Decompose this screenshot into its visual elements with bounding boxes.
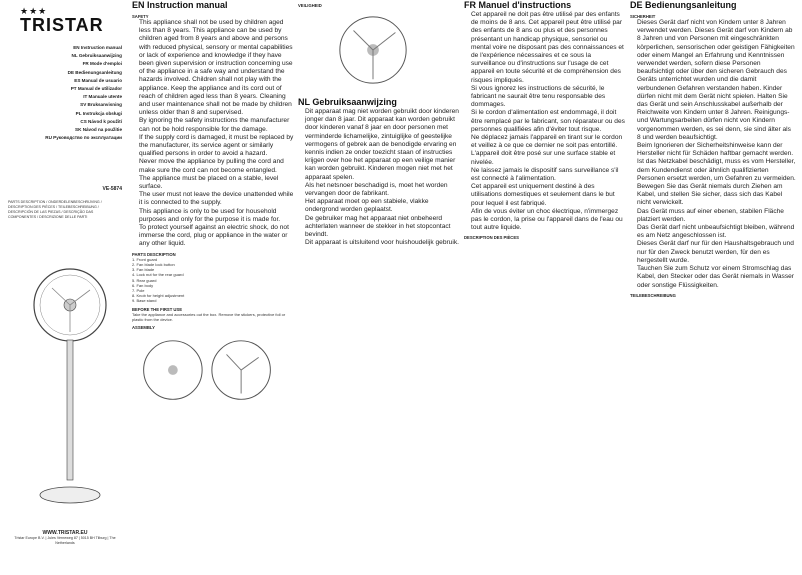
list-item: • Ne déplacez jamais l'appareil en tirant sur le cordon et veillez à ce que ce dernier ne soit pas entortillé.: [471, 134, 626, 150]
de-parts-heading: TEILEBESCHREIBUNG: [630, 292, 676, 298]
list-item: • Si vous ignorez les instructions de sécurité, le fabricant ne saurait être tenu responsable des dommages.: [471, 85, 626, 110]
language-item: IT Manuale utente: [83, 94, 122, 100]
de-column: [630, 0, 796, 575]
language-item: EN Instruction manual: [73, 45, 122, 50]
language-item: SK Návod na použitie: [75, 127, 122, 133]
fr-parts-heading: DESCRIPTION DES PIÈCES: [464, 235, 519, 241]
language-item: DE Bedienungsanleitung: [67, 69, 122, 75]
list-item: • If the supply cord is damaged, it must be replaced by the manufacturer, its service agent or similarly qualified persons in order to avoid a hazard.: [139, 134, 294, 159]
language-item: NL Gebruiksaanwijzing: [71, 53, 122, 59]
list-item: • De gebruiker mag het apparaat niet onbeheerd achterlaten wanneer de stekker in het stopcontact bevindt.: [305, 215, 460, 240]
language-index: [8, 44, 122, 142]
language-item: ES Manual de usuario: [74, 77, 122, 83]
en-safety-list: [132, 19, 294, 249]
en-part: 1. Front guard: [132, 256, 158, 262]
brand-name: TRISTAR: [20, 15, 104, 35]
de-title: DE Bedienungsanleitung: [630, 0, 737, 10]
language-item: FR Mode d'emploi: [82, 61, 122, 67]
brand-logo: [20, 6, 104, 34]
list-item: • Beim Ignorieren der Sicherheitshinweise kann der Hersteller nicht für Schäden haftbar gemacht werden.: [637, 142, 796, 158]
en-before-heading: BEFORE THE FIRST USE: [132, 306, 183, 312]
list-item: • Tauchen Sie zum Schutz vor einem Stromschlag das Kabel, den Stecker oder das Gerät niemals in Wasser oder sonstige Flüssigkeiten.: [637, 265, 796, 290]
list-item: • Ist das Netzkabel beschädigt, muss es vom Hersteller, dem Kundendienst oder ähnlich qualifizierten Personen ersetzt werden, um Gefahren zu vermeiden.: [637, 158, 796, 183]
list-item: • Cet appareil est uniquement destiné à des utilisations domestiques et seulement dans le but pour lequel il est fabriqué.: [471, 183, 626, 208]
company-address: Tristar Europe B.V. | Jules Verneweg 87 | 5015 BH Tilburg | The Netherlands: [14, 536, 116, 545]
nl-title: NL Gebruiksaanwijzing: [298, 97, 397, 107]
list-item: • This appliance shall not be used by children aged less than 8 years. This appliance can be used by children aged from 8 years and above and persons with reduced physical, sensory or mental capabilities or lack of experience and knowledge if they have been given supervision or instruction concerning use of the appliance in a safe way and understand the hazards involved. Children shall not play with the appliance. Keep the appliance and its cord out of reach of children aged less than 8 years. Cleaning and user maintenance shall not be made by children unless older than 8 and supervised.: [139, 19, 294, 117]
fan-head-illustration: [298, 11, 448, 89]
language-item: PL Instrukcja obsługi: [75, 110, 122, 116]
assembly-illustration: [132, 333, 282, 411]
en-part: 3. Fan blade: [132, 267, 155, 273]
fr-column: [464, 0, 626, 575]
model-number: VE-5874: [102, 186, 122, 192]
list-item: • Cet appareil ne doit pas être utilisé par des enfants de moins de 8 ans. Cet appareil peut être utilisé par des enfants de 8 ans ou plus et des personnes présentant un handicap physique, sensoriel ou mental voire ne disposant pas des connaissances et de l'expérience nécessaires et ce sous la surveillance ou d'instructions sur l'usage de cet appareil en toute sécurité et de compréhension des risques impliqués.: [471, 11, 626, 85]
cover-column: [8, 0, 128, 575]
language-item: CS Návod k použití: [80, 118, 122, 124]
list-item: • Afin de vous éviter un choc électrique, n'immergez pas le cordon, la prise ou l'appareil dans de l'eau ou tout autre liquide.: [471, 208, 626, 233]
en-assembly-heading: ASSEMBLY: [132, 324, 155, 330]
de-safety-list: [630, 19, 796, 290]
fan-illustration: [30, 260, 110, 510]
fr-title: FR Manuel d'instructions: [464, 0, 572, 10]
en-title: EN Instruction manual: [132, 0, 228, 10]
list-item: • Het apparaat moet op een stabiele, vlakke ondergrond worden geplaatst.: [305, 198, 460, 214]
list-item: • Bewegen Sie das Gerät niemals durch Ziehen am Kabel, und stellen Sie sicher, dass sich das Kabel nicht verwickelt.: [637, 183, 796, 208]
nl-heading: VEILIGHEID: [298, 3, 322, 8]
list-item: • Das Gerät darf nicht unbeaufsichtigt bleiben, während es am Netz angeschlossen ist.: [637, 224, 796, 240]
list-item: • Dieses Gerät darf nur für den Haushaltsgebrauch und nur für den Zweck benutzt werden, für den es hergestellt wurde.: [637, 240, 796, 265]
en-column: [132, 0, 294, 575]
nl-safety-list: [298, 108, 460, 247]
brand-stars: ★★★: [20, 6, 48, 16]
list-item: • Never move the appliance by pulling the cord and make sure the cord can not become entangled.: [139, 158, 294, 174]
list-item: • By ignoring the safety instructions the manufacturer can not be hold responsible for the damage.: [139, 117, 294, 133]
list-item: • The appliance must be placed on a stable, level surface.: [139, 175, 294, 191]
en-parts-heading: PARTS DESCRIPTION: [132, 251, 176, 257]
language-item: PT Manual de utilizador: [70, 86, 122, 92]
en-part: 6. Fan body: [132, 282, 154, 288]
en-before-text: Take the appliance and accessories out the box. Remove the stickers, protective foil or plastic from the device.: [132, 311, 286, 322]
list-item: • Si le cordon d'alimentation est endommagé, il doit être remplacé par le fabricant, son réparateur ou des personnes qualifiées afin d'éviter tout risque.: [471, 109, 626, 134]
website-link[interactable]: WWW.TRISTAR.EU: [42, 530, 88, 536]
footer: [8, 530, 122, 546]
nl-column: [298, 0, 460, 575]
list-item: • To protect yourself against an electric shock, do not immerse the cord, plug or appliance in the water or any other liquid.: [139, 224, 294, 249]
en-part: 2. Fan blade lock button: [132, 261, 175, 267]
fr-safety-list: [464, 11, 626, 232]
parts-description-multilang: PARTS DESCRIPTION / ONDERDELENBESCHRIJVING / DESCRIPTION DES PIÈCES / TEILEBESCHREIBUNG / DESCRIPCIÓN DE LAS PIEZAS / DESCRIÇÃO DAS COMPONENTES / DESCRIZIONE DELLE PARTI: [8, 200, 102, 219]
de-heading: SICHERHEIT: [630, 14, 656, 19]
language-item: RU Руководство по эксплуатации: [45, 135, 122, 141]
en-part: 5. Rear guard: [132, 277, 157, 283]
list-item: • This appliance is only to be used for household purposes and only for the purpose it is made for.: [139, 208, 294, 224]
list-item: • Als het netsnoer beschadigd is, moet het worden vervangen door de fabrikant.: [305, 182, 460, 198]
list-item: • Das Gerät muss auf einer ebenen, stabilen Fläche platziert werden.: [637, 208, 796, 224]
list-item: • Dieses Gerät darf nicht von Kindern unter 8 Jahren verwendet werden. Dieses Gerät darf von Kindern ab 8 Jahren und von Personen mit eingeschränkten körperlichen, sensorischen oder geistigen Fähigkeiten oder einem Mangel an Erfahrung und Kenntnissen verwendet werden, sofern diese Personen beaufsichtigt oder über den sicheren Gebrauch des Geräts unterrichtet wurden und die damit verbundenen Gefahren verstanden haben. Kinder dürfen nicht mit dem Gerät nicht spielen. Halten Sie das Gerät und sein Anschlusskabel außerhalb der Reichweite von Kindern unter 8 Jahren. Reinigungs- und Wartungsarbeiten dürfen nicht von Kindern vorgenommen werden, es sei denn, sie sind älter als 8 und werden beaufsichtigt.: [637, 19, 796, 142]
en-part: 8. Knob for height adjustment: [132, 293, 185, 299]
list-item: • Dit apparaat mag niet worden gebruikt door kinderen jonger dan 8 jaar. Dit apparaat kan worden gebruikt door kinderen vanaf 8 jaar en door personen met verminderde lichamelijke, zintuiglijke of geestelijke vermogens of gebrek aan de benodigde ervaring en kennis indien ze onder toezicht staan of instructies krijgen over hoe het apparaat op een veilige manier kan worden gebruikt. Kinderen mogen niet met het apparaat spelen.: [305, 108, 460, 182]
list-item: • Dit apparaat is uitsluitend voor huishoudelijk gebruik.: [305, 239, 460, 247]
list-item: • Ne laissez jamais le dispositif sans surveillance s'il est connecté à l'alimentation.: [471, 167, 626, 183]
en-part: 4. Lock nut for the rear guard: [132, 272, 184, 278]
list-item: • The user must not leave the device unattended while it is connected to the supply.: [139, 191, 294, 207]
en-part: 7. Pole: [132, 287, 145, 293]
list-item: • L'appareil doit être posé sur une surface stable et nivelée.: [471, 150, 626, 166]
en-part: 9. Base stand: [132, 298, 157, 304]
en-safety-heading: SAFETY: [132, 14, 149, 19]
language-item: SV Bruksanvisning: [80, 102, 122, 108]
